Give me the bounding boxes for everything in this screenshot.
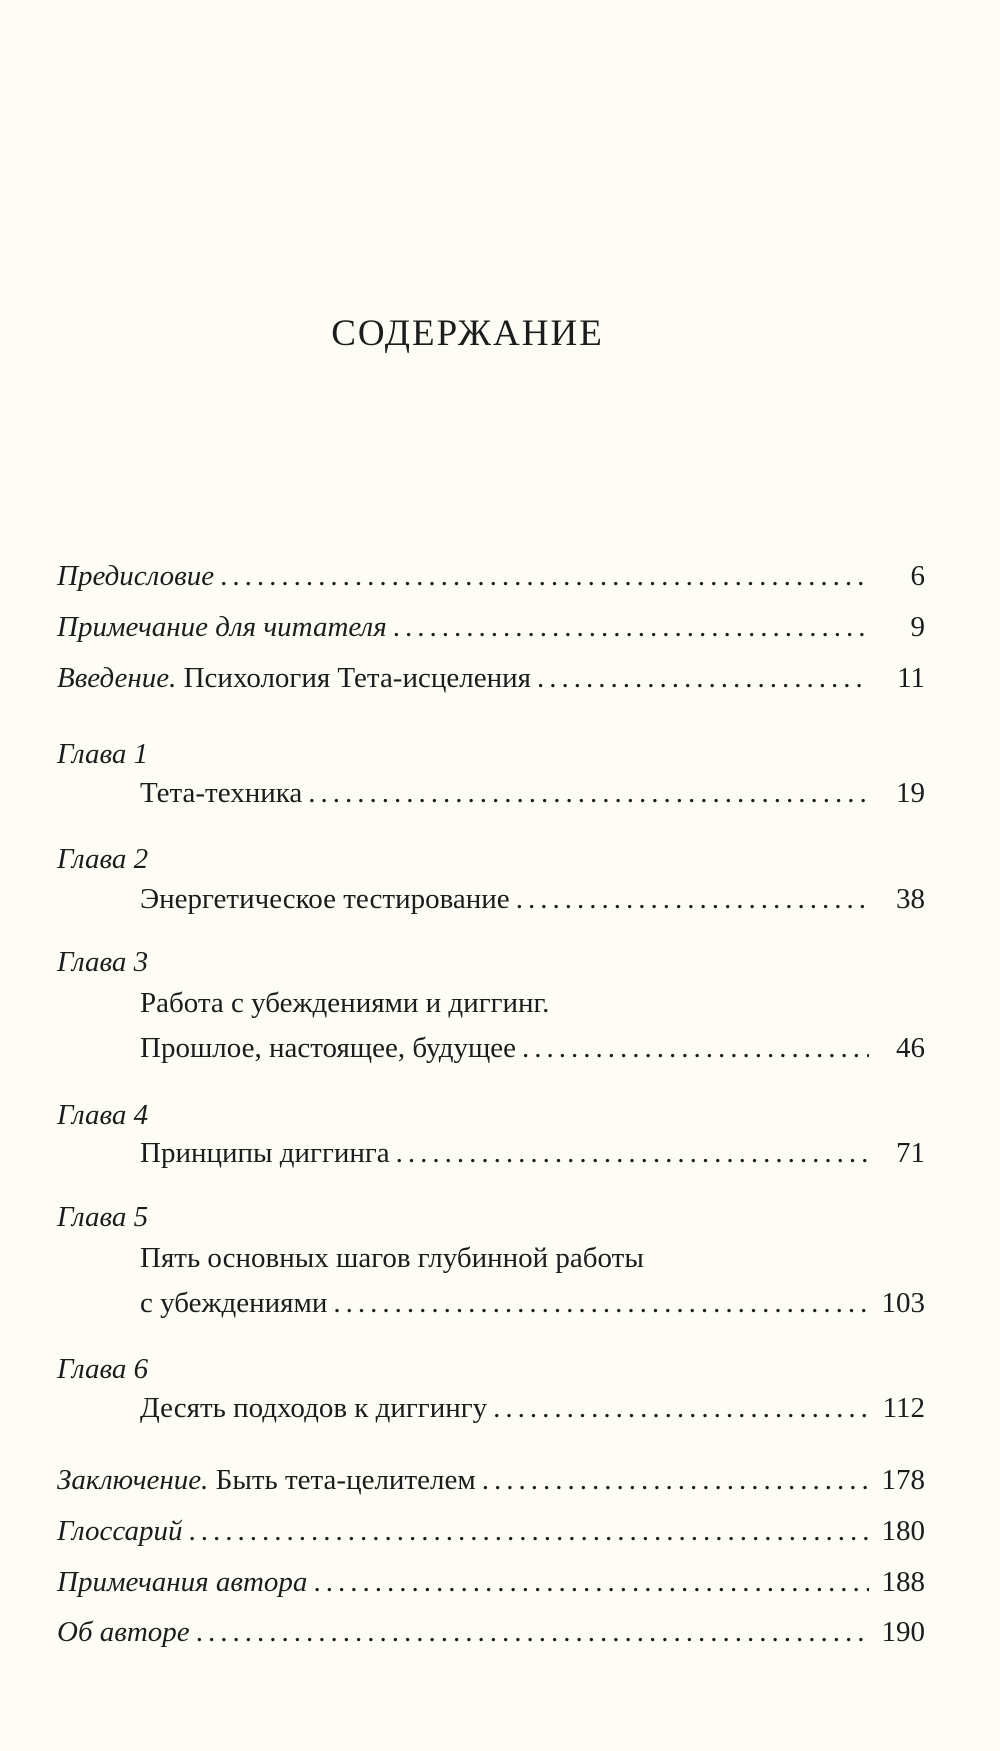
toc-entry-conclusion[interactable] bbox=[57, 1466, 925, 1495]
toc-entry-chapter-5[interactable] bbox=[140, 1289, 925, 1318]
leader-dots bbox=[516, 885, 869, 914]
entry-label: Заключение. bbox=[57, 1464, 209, 1496]
entry-text: Десять подходов к диггингу bbox=[140, 1392, 488, 1424]
page-number: 112 bbox=[882, 1392, 925, 1424]
entry-label: Примечания автора bbox=[57, 1566, 308, 1598]
toc-entry-chapter-1[interactable] bbox=[140, 779, 925, 808]
toc-entry-author-notes[interactable] bbox=[57, 1568, 925, 1597]
toc-entry-chapter-2[interactable] bbox=[140, 885, 925, 914]
chapter-label: Глава 5 bbox=[57, 1201, 149, 1233]
leader-dots bbox=[188, 1517, 869, 1546]
chapter-label: Глава 6 bbox=[57, 1353, 149, 1385]
leader-dots bbox=[522, 1034, 869, 1063]
chapter-label: Глава 2 bbox=[57, 843, 149, 875]
entry-text-line: Пять основных шагов глубинной работы bbox=[140, 1242, 644, 1274]
entry-label: Введение. bbox=[57, 662, 177, 694]
entry-text: Прошлое, настоящее, будущее bbox=[140, 1032, 517, 1064]
leader-dots bbox=[493, 1394, 869, 1423]
page-number: 190 bbox=[881, 1616, 925, 1648]
page-number: 6 bbox=[910, 560, 925, 592]
entry-text: с убеждениями bbox=[140, 1287, 328, 1319]
chapter-label: Глава 4 bbox=[57, 1099, 149, 1131]
toc-entry-glossary[interactable] bbox=[57, 1517, 925, 1546]
leader-dots bbox=[308, 779, 869, 808]
page-number: 188 bbox=[881, 1566, 925, 1598]
chapter-label: Глава 1 bbox=[57, 738, 149, 770]
leader-dots bbox=[537, 664, 869, 693]
leader-dots bbox=[396, 1139, 869, 1168]
page-title: СОДЕРЖАНИЕ bbox=[331, 313, 604, 354]
page-number: 19 bbox=[896, 777, 925, 809]
entry-text: Энергетическое тестирование bbox=[140, 883, 510, 915]
entry-label: Об авторе bbox=[57, 1616, 190, 1648]
entry-label: Примечание для читателя bbox=[57, 611, 387, 643]
entry-text: Тета-техника bbox=[140, 777, 303, 809]
leader-dots bbox=[482, 1466, 869, 1495]
leader-dots bbox=[196, 1618, 869, 1647]
leader-dots bbox=[220, 562, 869, 591]
toc-entry-about-author[interactable] bbox=[57, 1618, 925, 1647]
toc-entry-chapter-3[interactable] bbox=[140, 1034, 925, 1063]
page-number: 180 bbox=[881, 1515, 925, 1547]
toc-entry-introduction[interactable] bbox=[57, 664, 925, 693]
entry-text-line: Работа с убеждениями и диггинг. bbox=[140, 987, 550, 1019]
page-number: 178 bbox=[881, 1464, 925, 1496]
entry-text: Быть тета-целителем bbox=[208, 1464, 476, 1496]
toc-entry-preface[interactable] bbox=[57, 562, 925, 591]
chapter-label: Глава 3 bbox=[57, 946, 149, 978]
leader-dots bbox=[333, 1289, 869, 1318]
toc-entry-chapter-4[interactable] bbox=[140, 1139, 925, 1168]
toc-entry-reader-note[interactable] bbox=[57, 613, 925, 642]
entry-text: Принципы диггинга bbox=[140, 1137, 390, 1169]
entry-text: Психология Тета-исцеления bbox=[176, 662, 531, 694]
page-number: 38 bbox=[896, 883, 925, 915]
page-number: 46 bbox=[896, 1032, 925, 1064]
page-number: 71 bbox=[896, 1137, 925, 1169]
page-number: 103 bbox=[881, 1287, 925, 1319]
page-number: 11 bbox=[897, 662, 925, 694]
entry-label: Предисловие bbox=[57, 560, 215, 592]
leader-dots bbox=[393, 613, 869, 642]
page-number: 9 bbox=[910, 611, 925, 643]
leader-dots bbox=[313, 1568, 869, 1597]
toc-entry-chapter-6[interactable] bbox=[140, 1394, 925, 1423]
entry-label: Глоссарий bbox=[57, 1515, 183, 1547]
